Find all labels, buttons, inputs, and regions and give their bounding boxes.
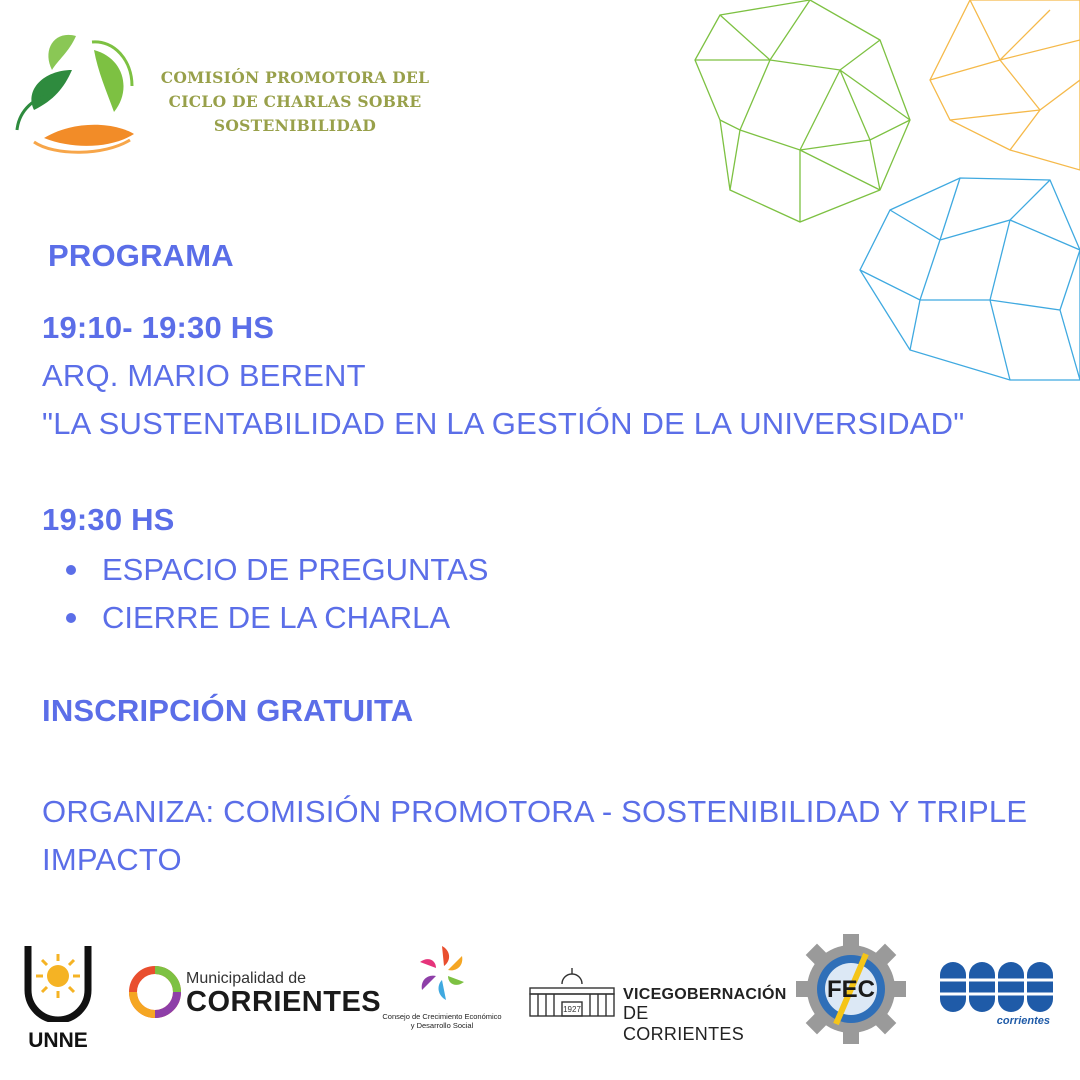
- unne-label: UNNE: [28, 1029, 88, 1052]
- org-title-line: CICLO DE CHARLAS SOBRE: [168, 92, 422, 111]
- slot1-speaker: ARQ. MARIO BERENT: [42, 358, 366, 393]
- unne-logo: [22, 944, 94, 1050]
- geometric-polygon-orange-icon: [930, 0, 1080, 170]
- slot1-time: 19:10- 19:30 HS: [42, 310, 275, 345]
- geometric-polygon-blue-icon: [860, 178, 1080, 380]
- vice-year: 1927: [563, 1005, 581, 1014]
- consejo-text: [380, 1012, 504, 1030]
- slot2-list: [66, 546, 488, 642]
- dpec-logo: [940, 960, 1056, 1030]
- vice-line1: VICEGOBERNACIÓN: [623, 986, 787, 1003]
- bullet-icon: [66, 613, 76, 623]
- leaves-logo-icon: [14, 30, 144, 160]
- program-heading: PROGRAMA: [48, 238, 234, 273]
- muni-corrientes-logo: [128, 964, 382, 1020]
- list-item: [66, 546, 488, 594]
- list-item: [66, 594, 488, 642]
- organizer-text: ORGANIZA: COMISIÓN PROMOTORA - SOSTENIBILIDAD Y TRIPLE IMPACTO: [42, 794, 1028, 877]
- dpec-label: corrientes: [996, 1015, 1050, 1027]
- muni-corrientes-logo-icon: [128, 964, 182, 1020]
- consejo-line: y Desarrollo Social: [410, 1021, 474, 1030]
- organization-title: [140, 66, 450, 138]
- registration-note: INSCRIPCIÓN GRATUITA: [42, 693, 414, 728]
- slot2-time: 19:30 HS: [42, 502, 175, 537]
- fec-label: FEC: [827, 976, 875, 1003]
- consejo-line: Consejo de Crecimiento Económico: [382, 1012, 502, 1021]
- list-item-label: CIERRE DE LA CHARLA: [102, 600, 450, 635]
- slot1-talk-title: "LA SUSTENTABILIDAD EN LA GESTIÓN DE LA UNIVERSIDAD": [42, 406, 965, 441]
- muni-line1: Municipalidad de: [186, 970, 307, 987]
- geometric-polygon-green-icon: [695, 0, 910, 222]
- vicegobernacion-logo: [528, 964, 787, 1044]
- consejo-logo: [380, 940, 504, 1036]
- muni-line2: CORRIENTES: [186, 986, 382, 1018]
- dpec-logo-icon: [940, 960, 1056, 1016]
- list-item-label: ESPACIO DE PREGUNTAS: [102, 552, 489, 587]
- bullet-icon: [66, 565, 76, 575]
- org-title-line: COMISIÓN PROMOTORA DEL: [160, 68, 430, 87]
- vicegobernacion-building-icon: [528, 964, 616, 1022]
- consejo-flower-logo-icon: [412, 940, 472, 1006]
- fec-gear-logo-icon: [796, 934, 906, 1044]
- decorative-polygons: [680, 0, 1080, 400]
- org-title-line: SOSTENIBILIDAD: [213, 116, 377, 135]
- vice-line2: DE CORRIENTES: [623, 1003, 745, 1044]
- unne-sun-logo-icon: [22, 944, 94, 1022]
